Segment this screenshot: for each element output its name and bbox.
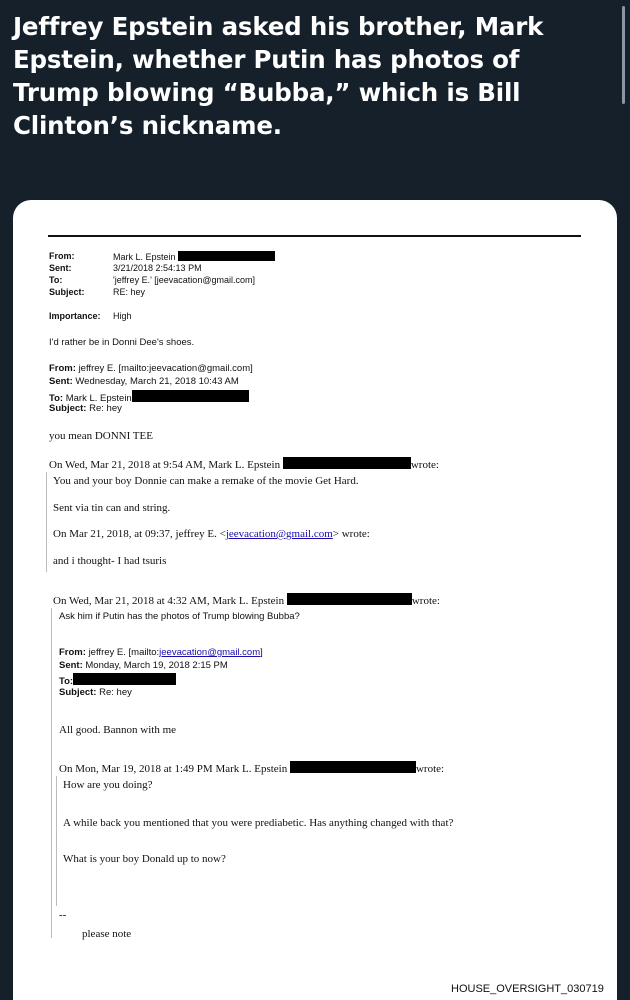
quote4-line1: How are you doing? <box>63 779 153 791</box>
quote1-line2: Sent via tin can and string. <box>53 502 171 514</box>
quote1-intro: On Wed, Mar 21, 2018 at 9:54 AM, Mark L. Epstein wrote: <box>49 459 439 471</box>
quote3-question: Ask him if Putin has the photos of Trump blowing Bubba? <box>59 611 300 622</box>
header-rule <box>48 235 581 237</box>
signature-text: please note <box>82 928 132 940</box>
sent-value: 3/21/2018 2:54:13 PM <box>113 263 202 273</box>
email-link[interactable]: jeevacation@gmail.com <box>159 647 261 658</box>
subject-value: RE: hey <box>113 287 146 297</box>
msg3-from: From: jeffrey E. [mailto:jeevacation@gmail.com] <box>59 647 263 658</box>
redaction <box>290 761 416 773</box>
quote4-intro: On Mon, Mar 19, 2018 at 1:49 PM Mark L. Epstein wrote: <box>59 763 445 775</box>
quote4-line3: What is your boy Donald up to now? <box>63 853 226 865</box>
redaction <box>178 251 275 261</box>
subject-label: Subject: <box>49 287 85 297</box>
from-label: From: <box>49 251 75 261</box>
quote-bar <box>51 608 52 938</box>
email-link[interactable]: jeevacation@gmail.com <box>225 528 333 540</box>
msg2-to: To: Mark L. Epstein <box>49 390 249 405</box>
msg2-sent: Sent: Wednesday, March 21, 2018 10:43 AM <box>49 376 239 387</box>
to-value: 'jeffrey E.' [jeevacation@gmail.com] <box>113 275 255 285</box>
redaction <box>132 390 249 402</box>
scrollbar[interactable] <box>622 6 625 104</box>
quote2-body: and i thought- I had tsuris <box>53 555 167 567</box>
sent-label: Sent: <box>49 263 72 273</box>
quote4-line2: A while back you mentioned that you were prediabetic. Has anything changed with that? <box>63 817 454 829</box>
msg3-sent: Sent: Monday, March 19, 2018 2:15 PM <box>59 660 228 671</box>
redaction <box>287 593 412 605</box>
quote2-intro: On Mar 21, 2018, at 09:37, jeffrey E. <jeevacation@gmail.com> wrote: <box>53 528 370 540</box>
quote-bar <box>46 472 47 572</box>
msg3-body: All good. Bannon with me <box>59 724 177 736</box>
quote3-intro: On Wed, Mar 21, 2018 at 4:32 AM, Mark L. Epstein wrote: <box>53 595 440 607</box>
importance-value: High <box>113 311 132 321</box>
redaction <box>283 457 411 469</box>
redaction <box>73 673 176 685</box>
importance-label: Importance: <box>49 311 101 321</box>
quote-bar <box>56 776 57 906</box>
msg3-subject: Subject: Re: hey <box>59 687 132 698</box>
signature-dash: -- <box>59 909 67 921</box>
msg2-body: you mean DONNI TEE <box>49 430 153 442</box>
from-value: Mark L. Epstein <box>113 252 176 262</box>
msg2-from: From: jeffrey E. [mailto:jeevacation@gmail.com] <box>49 363 253 374</box>
quote1-line1: You and your boy Donnie can make a remake of the movie Get Hard. <box>53 475 359 487</box>
msg3-to: To: <box>59 673 176 688</box>
bates-number: HOUSE_OVERSIGHT_030719 <box>451 983 604 995</box>
to-label: To: <box>49 275 63 285</box>
email-header <box>49 251 349 341</box>
reply-text: I'd rather be in Donni Dee's shoes. <box>49 337 195 348</box>
post-text: Jeffrey Epstein asked his brother, Mark Epstein, whether Putin has photos of Trump blowing “Bubba,” which is Bill Clinton’s nickname. <box>13 12 544 140</box>
msg2-subject: Subject: Re: hey <box>49 403 122 414</box>
